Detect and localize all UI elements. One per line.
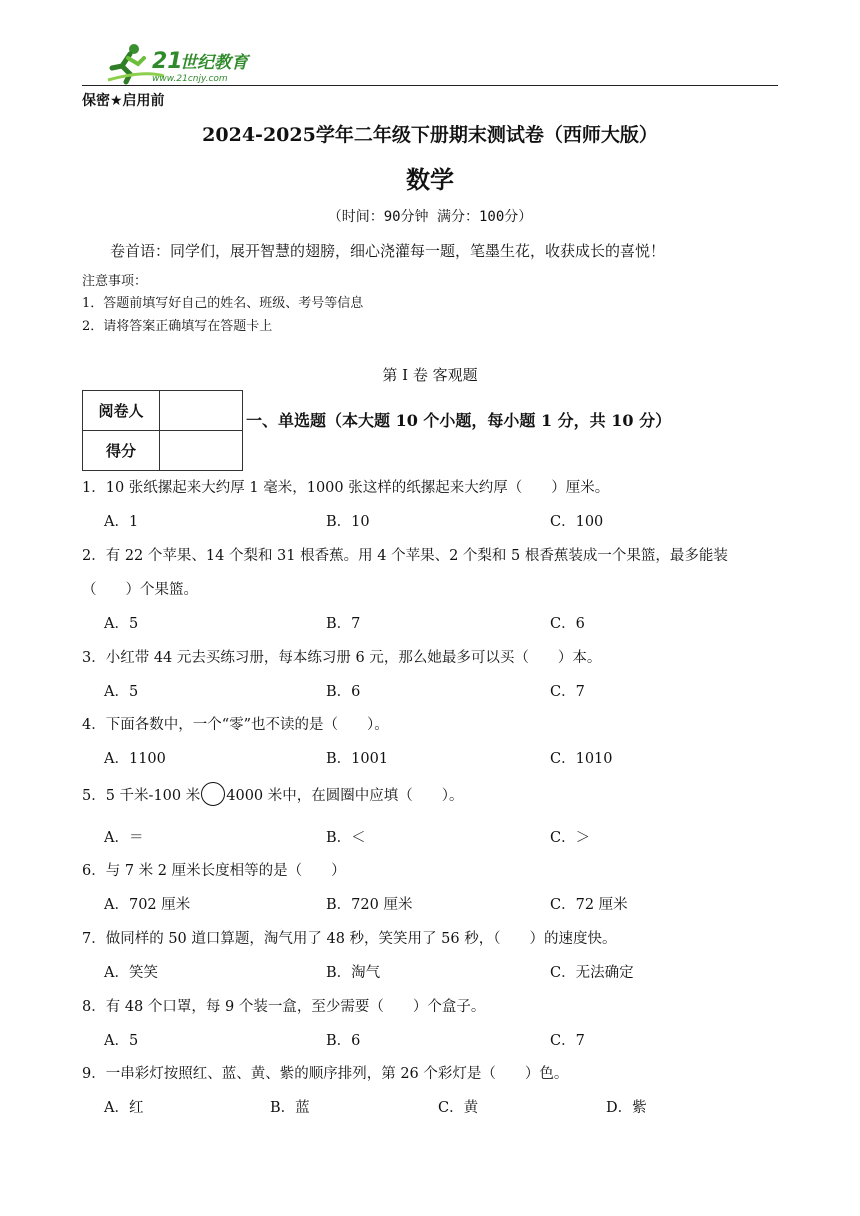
question-text: 1．10 张纸摞起来大约厚 1 毫米，1000 张这样的纸摞起来大约厚（ ）厘米。 bbox=[82, 480, 610, 496]
option[interactable]: C．1010 bbox=[550, 751, 613, 767]
section-heading: 一、单选题（本大题 10 个小题，每小题 1 分，共 10 分） bbox=[246, 411, 672, 430]
option[interactable]: A．702 厘米 bbox=[104, 897, 191, 913]
blank-circle bbox=[201, 782, 225, 806]
score-label: 得分 bbox=[83, 431, 160, 471]
option[interactable]: A．5 bbox=[104, 616, 139, 632]
reviewer-label: 阅卷人 bbox=[83, 391, 160, 431]
option[interactable]: C．7 bbox=[550, 684, 585, 700]
svg-text:21: 21 bbox=[152, 49, 183, 74]
question-text: 2．有 22 个苹果、14 个梨和 31 根香蕉。用 4 个苹果、2 个梨和 5 根香蕉装成一个果篮，最多能装 bbox=[82, 548, 728, 564]
intro-text: 卷首语：同学们，展开智慧的翅膀，细心浇灌每一题，笔墨生花，收获成长的喜悦！ bbox=[110, 242, 666, 260]
runner-logo-icon bbox=[104, 40, 274, 86]
option[interactable]: B．720 厘米 bbox=[326, 897, 413, 913]
reviewer-field[interactable] bbox=[160, 391, 243, 431]
option[interactable]: A．笑笑 bbox=[104, 965, 158, 981]
time-info: （时间：90分钟 满分：100分） bbox=[327, 209, 533, 225]
option[interactable]: B．淘气 bbox=[326, 965, 381, 981]
option[interactable]: C．7 bbox=[550, 1033, 585, 1049]
option[interactable]: B．1001 bbox=[326, 751, 389, 767]
svg-text:www.21cnjy.com: www.21cnjy.com bbox=[152, 74, 228, 84]
option[interactable]: A．红 bbox=[104, 1100, 144, 1116]
option[interactable]: C．无法确定 bbox=[550, 965, 634, 981]
option[interactable]: C．6 bbox=[550, 616, 585, 632]
question-text-before: 5．5 千米-100 米 bbox=[82, 788, 201, 804]
question-text: 6．与 7 米 2 厘米长度相等的是（ ） bbox=[82, 863, 346, 879]
question-text: 3．小红带 44 元去买练习册，每本练习册 6 元，那么她最多可以买（ ）本。 bbox=[82, 650, 602, 666]
question-text bbox=[82, 784, 464, 808]
question-text-after: 4000 米中，在圆圈中应填（ ）。 bbox=[226, 788, 464, 804]
question-text: 4．下面各数中，一个“零”也不读的是（ ）。 bbox=[82, 717, 389, 733]
option[interactable]: B．6 bbox=[326, 1033, 361, 1049]
option[interactable]: A．5 bbox=[104, 684, 139, 700]
exam-title: 2024-2025学年二年级下册期末测试卷（西师大版） bbox=[202, 124, 658, 146]
option[interactable]: C．＞ bbox=[550, 830, 591, 846]
note-item: 1．答题前填写好自己的姓名、班级、考号等信息 bbox=[82, 296, 364, 311]
note-item: 2．请将答案正确填写在答题卡上 bbox=[82, 319, 273, 334]
option[interactable]: C．72 厘米 bbox=[550, 897, 628, 913]
option[interactable]: B．7 bbox=[326, 616, 361, 632]
option[interactable]: A．1100 bbox=[104, 751, 166, 767]
header-rule bbox=[82, 85, 778, 86]
option[interactable]: C．100 bbox=[550, 514, 604, 530]
option[interactable]: B．6 bbox=[326, 684, 361, 700]
part-title: 第 I 卷 客观题 bbox=[382, 366, 478, 384]
question-text-continued: （ ）个果篮。 bbox=[82, 582, 198, 598]
option[interactable]: A．＝ bbox=[104, 830, 144, 846]
score-field[interactable] bbox=[160, 431, 243, 471]
site-logo bbox=[104, 40, 274, 86]
question-text: 7．做同样的 50 道口算题，淘气用了 48 秒，笑笑用了 56 秒，（ ）的速度快。 bbox=[82, 931, 617, 947]
option[interactable]: B．＜ bbox=[326, 830, 366, 846]
secret-label: 保密★启用前 bbox=[82, 93, 165, 109]
notes-title: 注意事项： bbox=[82, 274, 148, 289]
option[interactable]: C．黄 bbox=[438, 1100, 479, 1116]
question-text: 9．一串彩灯按照红、蓝、黄、紫的顺序排列，第 26 个彩灯是（ ）色。 bbox=[82, 1066, 569, 1082]
question-text: 8．有 48 个口罩，每 9 个装一盒，至少需要（ ）个盒子。 bbox=[82, 999, 486, 1015]
option[interactable]: D．紫 bbox=[606, 1100, 647, 1116]
option[interactable]: B．蓝 bbox=[270, 1100, 310, 1116]
option[interactable]: B．10 bbox=[326, 514, 370, 530]
option[interactable]: A．1 bbox=[104, 514, 139, 530]
grader-box bbox=[82, 390, 243, 471]
option[interactable]: A．5 bbox=[104, 1033, 139, 1049]
exam-subject: 数学 bbox=[406, 165, 454, 194]
svg-text:世纪教育: 世纪教育 bbox=[180, 53, 248, 73]
